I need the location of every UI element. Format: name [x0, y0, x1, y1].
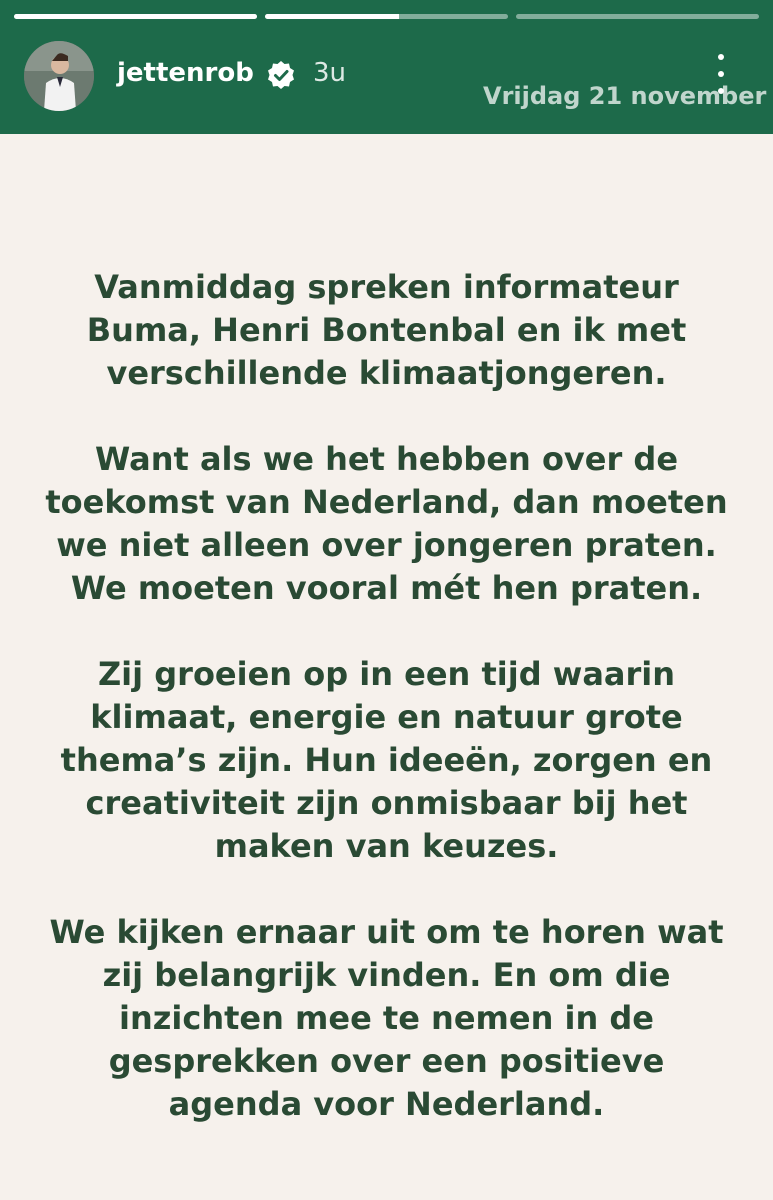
verified-badge-icon — [266, 60, 296, 90]
username[interactable]: jettenrob — [117, 58, 254, 88]
paragraph: We kijken ernaar uit om te horen wat zij belangrijk vinden. En om die inzichten mee te nemen in de gesprekken over een positieve agenda voor Nederland. — [49, 913, 724, 1123]
avatar[interactable] — [24, 41, 94, 111]
paragraph: Want als we het hebben over de toekomst van Nederland, dan moeten we niet alleen over jongeren praten. We moeten vooral mét hen praten. — [45, 440, 728, 607]
avatar-image — [24, 41, 94, 111]
story-date: Vrijdag 21 november — [483, 82, 767, 110]
story-header — [0, 0, 773, 134]
time-ago: 3u — [313, 58, 347, 88]
story-progress-segment — [516, 14, 759, 19]
story-progress-segment — [14, 14, 257, 19]
paragraph: Vanmiddag spreken informateur Buma, Henri Bontenbal en ik met verschillende klimaatjongeren. — [86, 268, 687, 392]
paragraph: Zij groeien op in een tijd waarin klimaat, energie en natuur grote thema’s zijn. Hun ideeën, zorgen en creativiteit zijn onmisbaar bij het maken van keuzes. — [60, 655, 713, 865]
story-text — [40, 266, 733, 1169]
story-progress-segment — [265, 14, 508, 19]
story-progress-bar — [14, 14, 759, 19]
